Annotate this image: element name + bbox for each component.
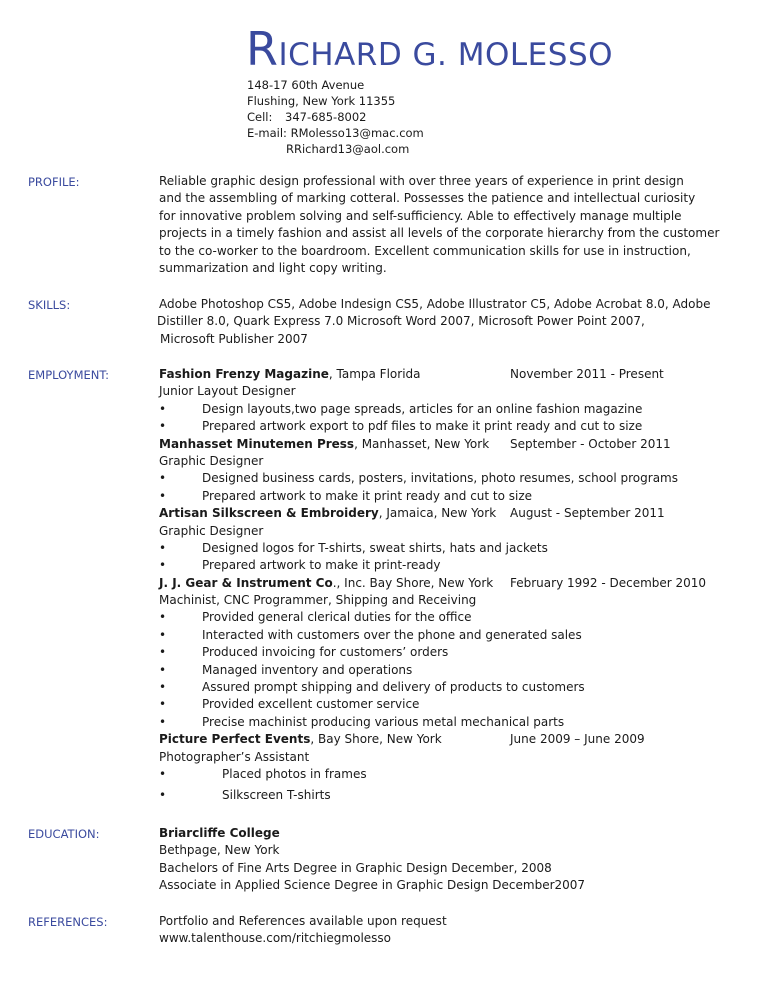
- company-location: ., Inc. Bay Shore, New York: [332, 575, 494, 590]
- bullet: •: [159, 540, 167, 555]
- education-label: EDUCATION:: [28, 827, 100, 841]
- job-header: [159, 505, 719, 522]
- bullet: •: [159, 697, 167, 712]
- name-initial: R: [246, 22, 279, 76]
- job-dates: February 1992 - December 2010: [510, 575, 707, 590]
- duty-item: [159, 540, 719, 557]
- duty-item: [159, 696, 719, 713]
- profile-line: Reliable graphic design professional with over three years of experience in print design: [159, 174, 684, 188]
- email-secondary: RRichard13@aol.com: [286, 142, 410, 156]
- profile-section: [159, 173, 719, 277]
- bullet: •: [159, 471, 167, 486]
- company-location: , Manhasset, New York: [354, 436, 490, 451]
- company-name: Manhasset Minutemen Press: [159, 436, 355, 451]
- duty-text: Designed logos for T-shirts, sweat shirts, hats and jackets: [202, 540, 548, 555]
- job-title: Photographer’s Assistant: [159, 749, 310, 764]
- duty-item: [159, 609, 719, 626]
- bullet: •: [159, 788, 167, 803]
- duty-item: [159, 662, 719, 679]
- skills-line: Microsoft Publisher 2007: [160, 331, 308, 346]
- profile-line: for innovative problem solving and self-sufficiency. Able to effectively manage multiple: [159, 208, 682, 223]
- duty-text: Assured prompt shipping and delivery of products to customers: [202, 680, 585, 695]
- duty-text: Precise machinist producing various metal mechanical parts: [202, 714, 565, 729]
- cell-row: [247, 109, 424, 125]
- profile-line: to the co-worker to the boardroom. Excellent communication skills for use in instruction,: [159, 243, 691, 258]
- duty-item: [159, 766, 719, 783]
- duty-item: [159, 418, 719, 435]
- job-dates: June 2009 – June 2009: [510, 732, 645, 747]
- employment-section: [159, 366, 719, 805]
- duty-text: Provided excellent customer service: [202, 697, 420, 712]
- duty-text: Interacted with customers over the phone and generated sales: [202, 627, 582, 642]
- skills-line: Adobe Photoshop CS5, Adobe Indesign CS5, Adobe Illustrator C5, Adobe Acrobat 8.0, Adobe: [159, 297, 711, 311]
- duty-item: [159, 787, 719, 804]
- job-header: [159, 366, 719, 383]
- duty-text: Design layouts,two page spreads, articles for an online fashion magazine: [202, 401, 643, 416]
- email-row: [247, 125, 424, 141]
- references-line: Portfolio and References available upon request: [159, 914, 447, 928]
- duty-text: Prepared artwork to make it print-ready: [202, 558, 441, 573]
- cell-label: Cell:: [247, 110, 273, 124]
- school-name-text: Briarcliffe College: [159, 826, 280, 840]
- duty-text: Prepared artwork to make it print ready and cut to size: [202, 488, 533, 503]
- bullet: •: [159, 488, 167, 503]
- duty-item: [159, 557, 719, 574]
- job-header: [159, 731, 719, 748]
- bullet: •: [159, 558, 167, 573]
- duty-item: [159, 627, 719, 644]
- duty-text: Produced invoicing for customers’ orders: [202, 645, 449, 660]
- degree-line: Associate in Applied Science Degree in Graphic Design December2007: [159, 878, 586, 893]
- profile-line: projects in a timely fashion and assist all levels of the corporate hierarchy from the customer: [159, 226, 720, 241]
- duty-item: [159, 714, 719, 731]
- bullet: •: [159, 766, 167, 781]
- company-name: Fashion Frenzy Magazine: [159, 367, 329, 381]
- company-name: Picture Perfect Events: [159, 732, 311, 747]
- school-location: Bethpage, New York: [159, 843, 280, 858]
- education-section: [159, 825, 719, 895]
- school-name: [159, 825, 719, 842]
- duty-item: [159, 401, 719, 418]
- company-name: J. J. Gear & Instrument Co: [159, 575, 333, 590]
- portfolio-url: www.talenthouse.com/ritchiegmolesso: [159, 931, 392, 946]
- company-location: , Bay Shore, New York: [310, 732, 442, 747]
- bullet: •: [159, 680, 167, 695]
- company-location: , Tampa Florida: [328, 367, 421, 381]
- bullet: •: [159, 610, 167, 625]
- job-title: Graphic Designer: [159, 523, 264, 538]
- duty-text: Designed business cards, posters, invitations, photo resumes, school programs: [202, 471, 678, 486]
- email-primary: RMolesso13@mac.com: [290, 126, 424, 140]
- job-title: Machinist, CNC Programmer, Shipping and Receiving: [159, 593, 477, 608]
- duty-item: [159, 488, 719, 505]
- job-dates: November 2011 - Present: [510, 367, 664, 381]
- skills-line: Distiller 8.0, Quark Express 7.0 Microsoft Word 2007, Microsoft Power Point 2007,: [157, 314, 645, 329]
- bullet: •: [159, 662, 167, 677]
- bullet: •: [159, 627, 167, 642]
- duty-text: Managed inventory and operations: [202, 662, 413, 677]
- skills-section: [159, 296, 719, 348]
- bullet: •: [159, 645, 167, 660]
- email-label: E-mail:: [247, 126, 287, 140]
- references-label: REFERENCES:: [28, 915, 108, 929]
- company-name: Artisan Silkscreen & Embroidery: [159, 506, 379, 521]
- employment-label: EMPLOYMENT:: [28, 368, 109, 382]
- profile-line: and the assembling of marking cotteral. Possesses the patience and intellectual curiosity: [159, 191, 696, 206]
- contact-info: [247, 77, 424, 157]
- job-header: [159, 575, 719, 592]
- profile-label: PROFILE:: [28, 175, 80, 189]
- bullet: •: [159, 419, 167, 434]
- skills-label: SKILLS:: [28, 298, 71, 312]
- address-line-1: 148-17 60th Avenue: [247, 78, 365, 92]
- duty-text: Provided general clerical duties for the office: [202, 610, 472, 625]
- duty-item: [159, 470, 719, 487]
- profile-line: summarization and light copy writing.: [159, 260, 387, 275]
- bullet: •: [159, 714, 167, 729]
- cell-number: 347-685-8002: [285, 110, 367, 124]
- job-title: Junior Layout Designer: [159, 384, 296, 399]
- job-title: Graphic Designer: [159, 453, 264, 468]
- name-rest: ICHARD G. MOLESSO: [278, 37, 614, 73]
- duty-text: Prepared artwork export to pdf files to make it print ready and cut to size: [202, 419, 643, 434]
- bullet: •: [159, 401, 167, 416]
- duty-text: Silkscreen T-shirts: [222, 788, 331, 803]
- duty-item: [159, 644, 719, 661]
- address-line-2: Flushing, New York 11355: [247, 94, 396, 108]
- resume-name: [246, 22, 614, 78]
- duty-item: [159, 679, 719, 696]
- job-dates: September - October 2011: [510, 436, 671, 451]
- references-section: [159, 913, 719, 948]
- duty-text: Placed photos in frames: [222, 766, 367, 781]
- degree-line: Bachelors of Fine Arts Degree in Graphic Design December, 2008: [159, 860, 552, 875]
- job-dates: August - September 2011: [510, 506, 665, 521]
- company-location: , Jamaica, New York: [378, 506, 497, 521]
- job-header: [159, 436, 719, 453]
